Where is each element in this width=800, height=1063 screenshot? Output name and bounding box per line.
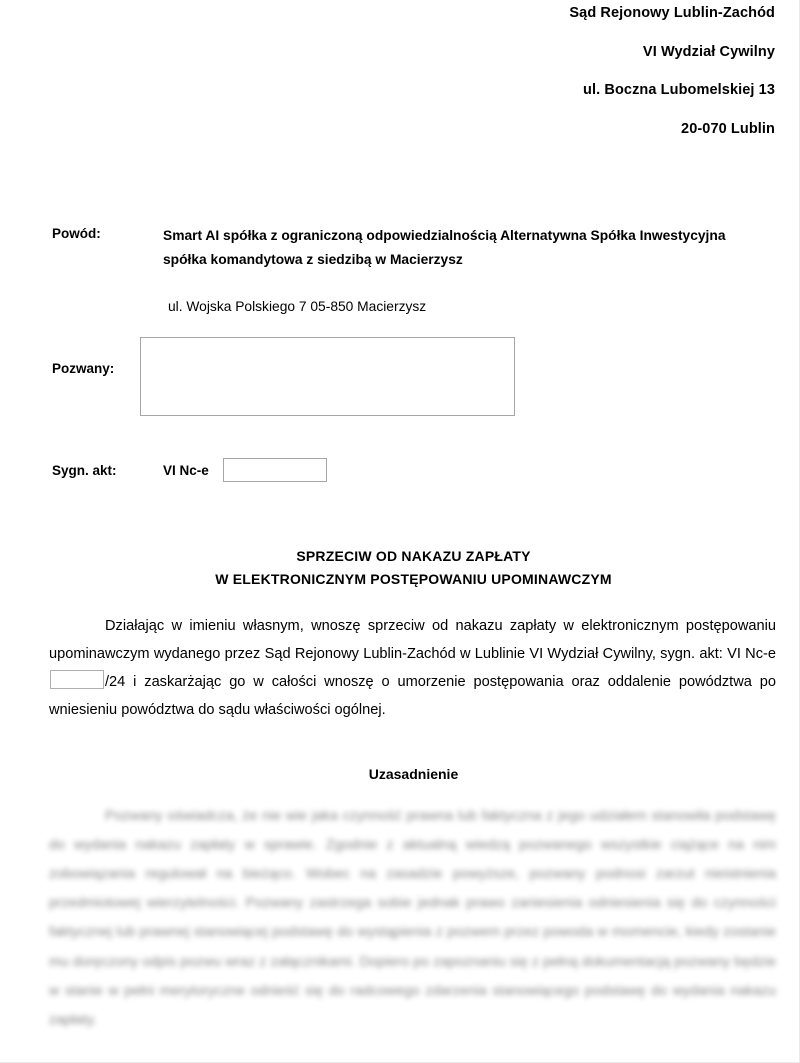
- justification-paragraph-redacted: Pozwany oświadcza, że nie wie jaka czynność prawna lub faktyczna z jego udziałem stanowiła podstawę do wydania nakazu zapłaty w sprawie. Zgodnie z aktualną wiedzą pozwanego wszystkie ciążące na nim zobowiązania regulował na bieżąco. Wobec na zasadzie powyższe, pozwany podnosi zarzut nieistnienia przedmiotowej wierzytelności. Pozwany zastrzega sobie jednak prawo zaniesienia odniesienia się do czynności faktycznej lub prawnej stanowiącej podstawę do wystąpienia z pozwem przez powoda w momencie, kiedy zostanie mu doręczony odpis pozwu wraz z załącznikami. Dopiero po zapoznaniu się z pełną dokumentacją pozwany będzie w stanie w pełni merytoryczne odnieść się do radcowego zdarzenia stanowiącego podstawę do wydania nakazu zapłaty.: [49, 808, 776, 1028]
- defendant-input[interactable]: [140, 337, 515, 416]
- document-title-line-1: SPRZECIW OD NAKAZU ZAPŁATY: [296, 548, 531, 564]
- court-division: VI Wydział Cywilny: [642, 43, 775, 60]
- plaintiff-row: [52, 224, 775, 318]
- plaintiff-name: Smart AI spółka z ograniczoną odpowiedzialnością Alternatywna Spółka Inwestycyjna spółka komandytowa z siedzibą w Macierzysz: [163, 228, 726, 267]
- document-title-line-2: W ELEKTRONICZNYM POSTĘPOWANIU UPOMINAWCZYM: [215, 570, 612, 587]
- court-address-header: [400, 6, 775, 136]
- plaintiff-address: ul. Wojska Polskiego 7 05-850 Macierzysz: [168, 299, 427, 315]
- plaintiff-details: [163, 224, 775, 318]
- body-text-part-2: /24 i zaskarżając go w całości wnoszę o umorzenie postępowania oraz oddalenie powództwa po wniesieniu powództwa do sądu właściwości ogólnej.: [49, 674, 776, 719]
- defendant-label: Pozwany:: [52, 361, 115, 376]
- body-text-part-1: Działając w imieniu własnym, wnoszę sprzeciw od nakazu zapłaty w elektronicznym postępowaniu upominawczym wydanego przez Sąd Rejonowy Lublin-Zachód w Lublinie VI Wydział Cywilny, sygn. akt: VI Nc-e: [49, 618, 776, 663]
- body-paragraph: [49, 612, 776, 724]
- plaintiff-label: Powód:: [52, 226, 101, 241]
- court-street: ul. Boczna Lubomelskiej 13: [583, 82, 775, 98]
- justification-heading: Uzasadnienie: [368, 766, 459, 782]
- inline-case-number-input[interactable]: [50, 670, 104, 689]
- court-postal-city: 20-070 Lublin: [681, 120, 775, 137]
- case-number-label: Sygn. akt:: [52, 463, 117, 478]
- case-number-input[interactable]: [223, 458, 327, 482]
- court-name: Sąd Rejonowy Lublin-Zachód: [569, 5, 775, 21]
- case-number-prefix: VI Nc-e: [163, 463, 209, 478]
- document-title: [52, 545, 775, 590]
